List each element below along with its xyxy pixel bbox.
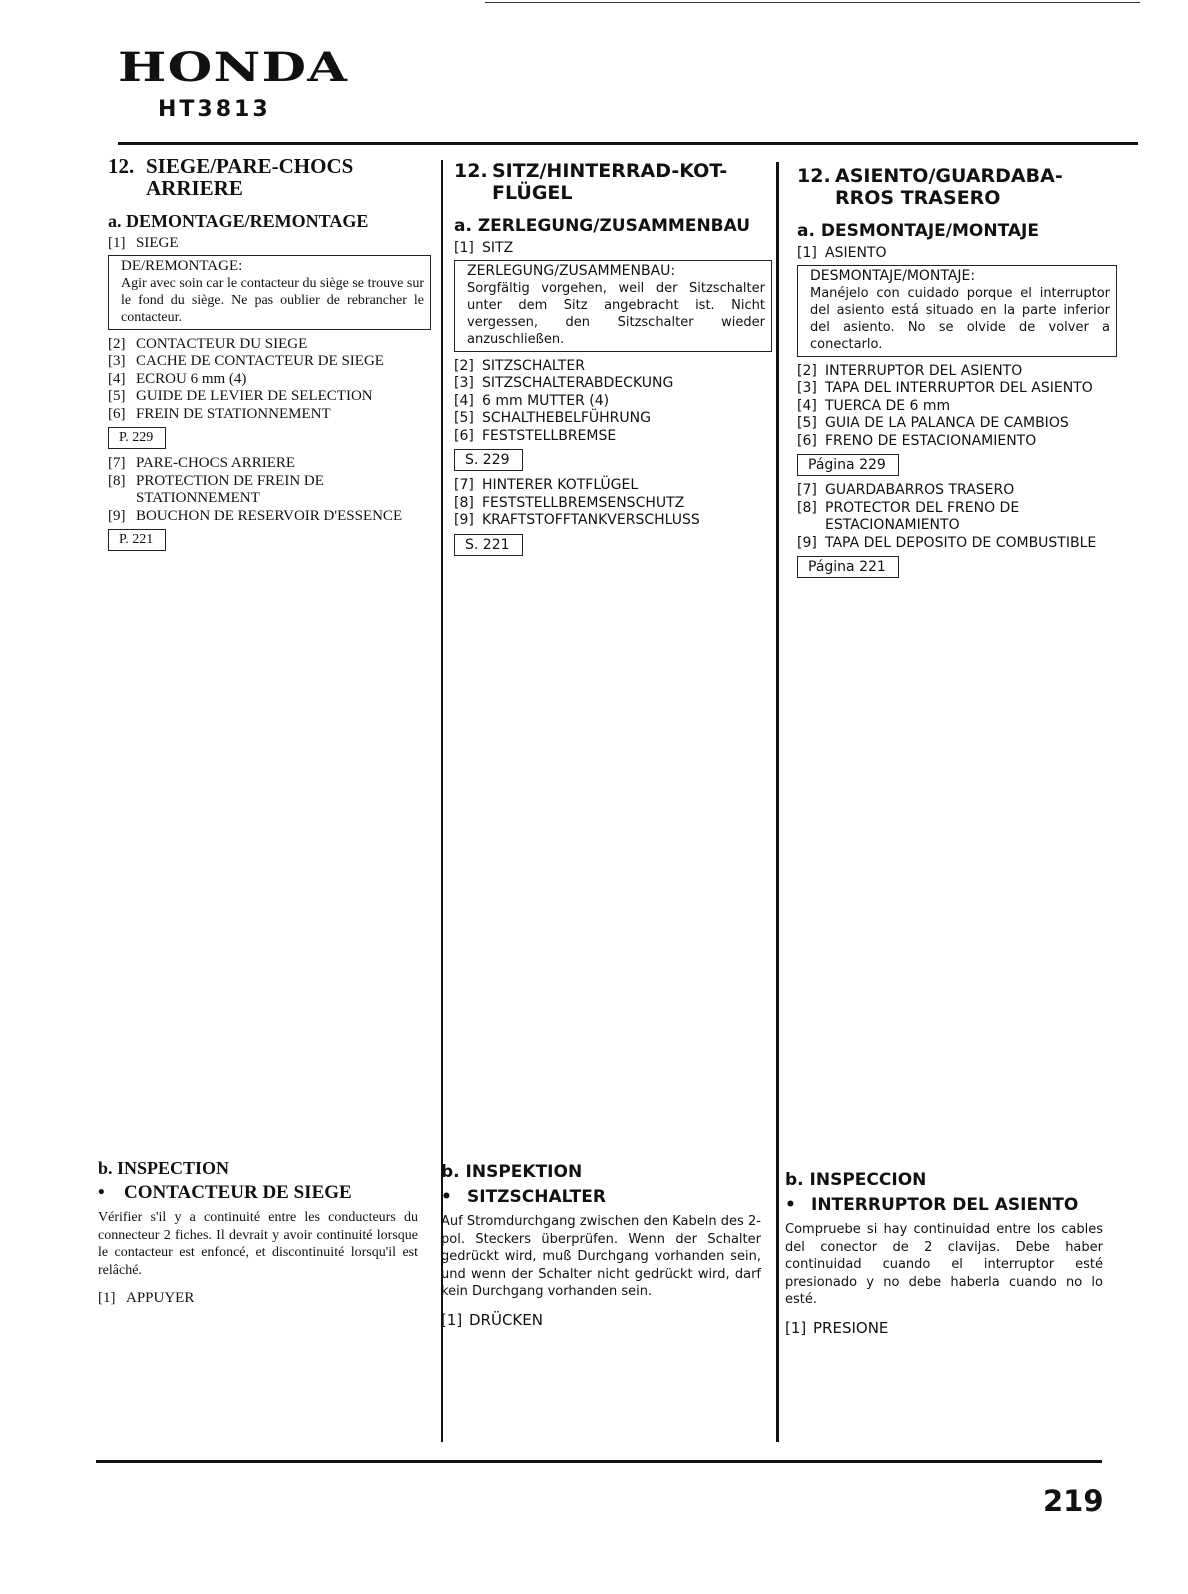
list-item <box>108 353 431 371</box>
item-text: ASIENTO <box>825 245 887 261</box>
section-number: 12. <box>108 154 135 178</box>
french-inspection <box>98 1158 418 1307</box>
items-group3 <box>454 477 772 530</box>
section-number: 12. <box>454 160 488 182</box>
note-title: DESMONTAJE/MONTAJE: <box>810 267 976 284</box>
item-text: SITZSCHALTERABDECKUNG <box>482 375 674 391</box>
item-text: ECROU 6 mm (4) <box>136 370 247 387</box>
list-item <box>108 508 431 526</box>
item-tag: [8] <box>454 494 474 511</box>
section-title-line2: FLÜGEL <box>492 182 573 204</box>
inspection-text: Compruebe si hay continuidad entre los cables del conector de 2 clavijas. Debe haber continuidad cuando el interruptor esté presionado y no debe haberla cuando no lo esté. <box>785 1222 1103 1307</box>
list-item <box>454 393 772 411</box>
list-item <box>797 245 1117 263</box>
note-box <box>108 255 431 330</box>
item-tag: [8] <box>797 499 817 516</box>
subsection-a-title: a. DEMONTAGE/REMONTAGE <box>108 211 369 231</box>
item-tag: [1] <box>797 245 817 261</box>
section-title <box>108 155 431 199</box>
item-tag: [4] <box>454 392 474 409</box>
item-text: FRENO DE ESTACIONAMIENTO <box>825 432 1037 449</box>
item-tag: [8] <box>108 472 126 489</box>
page-ref-221[interactable]: Página 221 <box>797 556 899 578</box>
item-tag: [5] <box>797 415 817 431</box>
section-title <box>454 160 772 204</box>
inspection-heading <box>785 1194 1103 1216</box>
item-text: PARE-CHOCS ARRIERE <box>136 455 296 471</box>
header-rule <box>118 142 1138 145</box>
item-text: TUERCA DE 6 mm <box>825 397 951 414</box>
press-label <box>98 1289 418 1307</box>
press-tag: [1] <box>98 1290 116 1306</box>
inspection-heading <box>98 1182 418 1204</box>
german-column <box>454 160 772 562</box>
section-title-line1: SIEGE/PARE-CHOCS <box>146 154 354 178</box>
inspection-text: Vérifier s'il y a continuité entre les conducteurs du connecteur 2 fiches. Il devrait y avoir continuité lorsque le contacteur est enfoncé, et discontinuité lorsqu'il est relâché. <box>98 1210 418 1278</box>
spanish-column <box>797 165 1117 584</box>
list-item <box>797 363 1117 381</box>
item-tag: [3] <box>454 375 474 391</box>
item-tag: [4] <box>108 370 126 387</box>
inspection-heading <box>441 1186 761 1208</box>
page-ref-221[interactable]: P. 221 <box>108 529 166 551</box>
note-title: ZERLEGUNG/ZUSAMMENBAU: <box>467 262 676 279</box>
item-text: PROTECTION DE FREIN DE STATIONNEMENT <box>136 472 324 506</box>
page-ref-229[interactable]: P. 229 <box>108 427 166 449</box>
item-text: GUIA DE LA PALANCA DE CAMBIOS <box>825 415 1069 431</box>
list-item <box>454 375 772 393</box>
list-item <box>454 477 772 495</box>
press-tag: [1] <box>441 1310 463 1329</box>
item-tag: [7] <box>454 477 474 493</box>
section-title-line2: RROS TRASERO <box>835 187 1001 209</box>
item-tag: [1] <box>108 235 126 251</box>
item-text: TAPA DEL INTERRUPTOR DEL ASIENTO <box>825 380 1093 396</box>
press-text: PRESIONE <box>813 1318 889 1337</box>
bullet-icon: • <box>441 1187 452 1207</box>
item-tag: [3] <box>108 353 126 369</box>
item-tag: [5] <box>454 410 474 426</box>
bullet-icon: • <box>785 1195 796 1215</box>
press-label <box>785 1319 1103 1337</box>
item-text: CONTACTEUR DU SIEGE <box>136 335 308 352</box>
list-item <box>108 336 431 354</box>
item-text: SIEGE <box>136 235 179 251</box>
inspection-text: Auf Stromdurchgang zwischen den Kabeln des 2-pol. Steckers überprüfen. Wenn der Schalter gedrückt wird, muß Durchgang vorhanden sein, und wenn der Schalter nicht gedrückt wird, darf kein Durchgang vorhanden sein. <box>441 1214 761 1299</box>
press-text: APPUYER <box>126 1290 195 1306</box>
honda-logo: HONDA <box>118 44 349 91</box>
model-number: HT3813 <box>158 97 271 122</box>
item-tag: [4] <box>797 397 817 414</box>
section-number: 12. <box>797 165 831 187</box>
list-item <box>454 410 772 428</box>
german-inspection <box>441 1162 761 1329</box>
item-text: INTERRUPTOR DEL ASIENTO <box>825 362 1023 379</box>
section-title-line1: ASIENTO/GUARDABA- <box>835 165 1063 187</box>
item-tag: [2] <box>108 335 126 352</box>
list-item <box>108 473 431 508</box>
item-text: FESTSTELLBREMSENSCHUTZ <box>482 494 685 511</box>
subsection-b-title: b. INSPEKTION <box>441 1162 583 1182</box>
item-tag: [7] <box>797 482 817 498</box>
top-rule <box>485 2 1140 3</box>
item-text: SCHALTHEBELFÜHRUNG <box>482 410 651 426</box>
item-text: KRAFTSTOFFTANKVERSCHLUSS <box>482 512 700 528</box>
note-title: DE/REMONTAGE: <box>121 257 243 274</box>
list-item <box>797 482 1117 500</box>
press-tag: [1] <box>785 1318 807 1337</box>
items-group1 <box>454 240 772 258</box>
spanish-inspection <box>785 1170 1103 1337</box>
bullet-icon: • <box>98 1182 105 1203</box>
item-text: FESTSTELLBREMSE <box>482 427 617 444</box>
inspection-heading-text: SITZSCHALTER <box>467 1187 606 1207</box>
items-group2 <box>454 358 772 446</box>
item-tag: [6] <box>454 427 474 444</box>
item-tag: [1] <box>454 240 474 256</box>
item-tag: [6] <box>108 405 126 422</box>
item-text: SITZ <box>482 240 514 256</box>
list-item <box>797 398 1117 416</box>
page-ref-229[interactable]: Página 229 <box>797 454 899 476</box>
list-item <box>454 495 772 513</box>
list-item <box>108 455 431 473</box>
item-tag: [5] <box>108 388 126 404</box>
inspection-heading-text: INTERRUPTOR DEL ASIENTO <box>811 1195 1079 1215</box>
subsection-b-title: b. INSPECTION <box>98 1158 230 1178</box>
list-item <box>454 428 772 446</box>
item-tag: [2] <box>797 362 817 379</box>
subsection-a-title: a. ZERLEGUNG/ZUSAMMENBAU <box>454 216 751 236</box>
section-title-line2: ARRIERE <box>146 176 243 200</box>
page-number: 219 <box>1043 1484 1104 1518</box>
list-item <box>108 235 431 253</box>
list-item <box>454 240 772 258</box>
item-text: GUIDE DE LEVIER DE SELECTION <box>136 388 373 404</box>
list-item <box>108 406 431 424</box>
press-text: DRÜCKEN <box>469 1310 543 1329</box>
column-divider-2b <box>778 162 779 1442</box>
list-item <box>797 415 1117 433</box>
item-text: PROTECTOR DEL FRENO DE ESTACIONAMIENTO <box>825 499 1020 533</box>
press-label <box>441 1311 761 1329</box>
list-item <box>797 433 1117 451</box>
item-text: TAPA DEL DEPOSITO DE COMBUSTIBLE <box>825 534 1097 551</box>
note-box <box>797 265 1117 357</box>
list-item <box>108 388 431 406</box>
item-tag: [6] <box>797 432 817 449</box>
note-body: Manéjelo con cuidado porque el interruptor del asiento está situado en la parte inferior del asiento. No se olvide de volver a conectarlo. <box>810 285 1110 352</box>
items-group2 <box>797 363 1117 451</box>
item-tag: [2] <box>454 357 474 374</box>
footer-rule <box>96 1460 1102 1463</box>
list-item <box>454 512 772 530</box>
item-tag: [7] <box>108 455 126 471</box>
section-title <box>797 165 1117 209</box>
items-group1 <box>797 245 1117 263</box>
french-column <box>108 155 431 557</box>
item-text: GUARDABARROS TRASERO <box>825 482 1015 498</box>
subsection-b-title: b. INSPECCION <box>785 1170 927 1190</box>
items-group1 <box>108 235 431 253</box>
page-ref-229[interactable]: S. 229 <box>454 449 523 471</box>
item-tag: [9] <box>454 512 474 528</box>
list-item <box>454 358 772 376</box>
list-item <box>108 371 431 389</box>
item-text: 6 mm MUTTER (4) <box>482 392 610 409</box>
section-title-line1: SITZ/HINTERRAD-KOT- <box>492 160 728 182</box>
list-item <box>797 500 1117 535</box>
items-group3 <box>797 482 1117 552</box>
item-text: CACHE DE CONTACTEUR DE SIEGE <box>136 353 384 369</box>
page-ref-221[interactable]: S. 221 <box>454 534 523 556</box>
subsection-a-title: a. DESMONTAJE/MONTAJE <box>797 221 1039 241</box>
item-tag: [9] <box>108 507 126 524</box>
list-item <box>797 535 1117 553</box>
note-body: Sorgfältig vorgehen, weil der Sitzschalter unter dem Sitz angebracht ist. Nicht vergessen, den Sitzschalter wieder anzuschließen. <box>467 280 765 347</box>
item-text: BOUCHON DE RESERVOIR D'ESSENCE <box>136 507 403 524</box>
item-text: SITZSCHALTER <box>482 357 585 374</box>
note-body: Agir avec soin car le contacteur du siège se trouve sur le fond du siège. Ne pas oublier de rebrancher le contacteur. <box>121 275 424 325</box>
note-box <box>454 260 772 352</box>
items-group2 <box>108 336 431 424</box>
list-item <box>797 380 1117 398</box>
items-group3 <box>108 455 431 525</box>
item-text: HINTERER KOTFLÜGEL <box>482 477 639 493</box>
inspection-heading-text: CONTACTEUR DE SIEGE <box>124 1182 352 1203</box>
item-tag: [3] <box>797 380 817 396</box>
item-text: FREIN DE STATIONNEMENT <box>136 405 331 422</box>
item-tag: [9] <box>797 534 817 551</box>
